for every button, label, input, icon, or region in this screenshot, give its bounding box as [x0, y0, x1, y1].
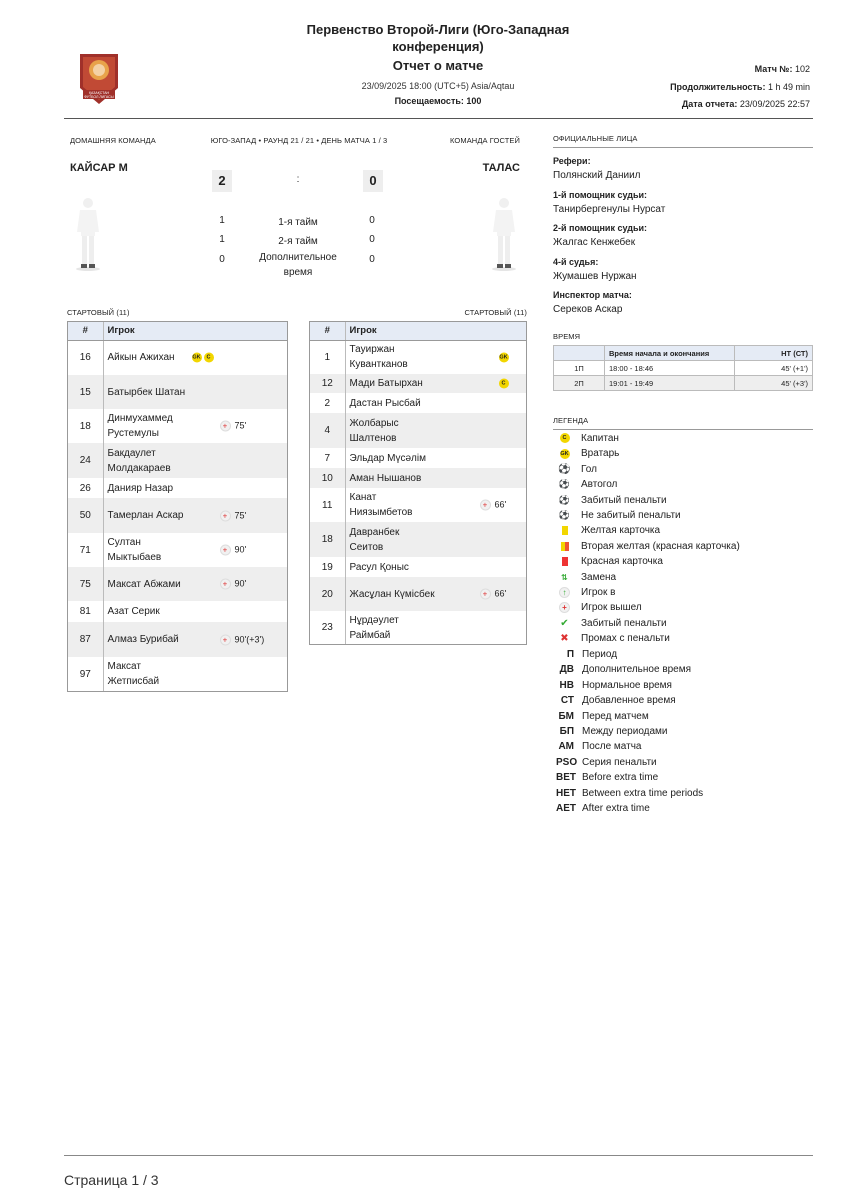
official-name: Сереков Аскар — [553, 304, 623, 315]
table-row — [68, 498, 287, 533]
legend-abbr: НВ — [559, 679, 574, 691]
table-row — [310, 611, 526, 644]
away-col-num: # — [310, 322, 345, 340]
official-name: Жалгас Кенжебек — [553, 237, 636, 248]
player-name: Нұрдәулет Раймбай — [349, 614, 399, 641]
time-period: 1П — [554, 361, 605, 376]
legend-divider — [553, 429, 813, 430]
player-number: 26 — [68, 478, 103, 498]
time-row — [554, 376, 813, 391]
away-team-label: КОМАНДА ГОСТЕЙ — [450, 136, 520, 145]
substitution-event — [220, 577, 247, 592]
legend-label: Не забитый пенальти — [581, 510, 681, 521]
player-out-icon: + — [480, 589, 491, 600]
time-title: ВРЕМЯ — [553, 332, 581, 341]
red-card-icon — [556, 554, 573, 569]
penalty-missed-icon: ⚽ — [558, 510, 571, 520]
legend-abbr-item — [556, 801, 650, 816]
table-row — [68, 533, 287, 567]
legend-label: Серия пенальти — [582, 756, 657, 768]
yellow-card-icon — [556, 523, 573, 538]
legend-item — [556, 431, 619, 446]
player-in-icon: ↑ — [556, 585, 573, 600]
legend-abbr-item — [556, 678, 672, 693]
substitution-minute: 90' — [234, 544, 247, 555]
player-name: Азат Серик — [107, 606, 160, 617]
shootout-scored-icon: ✔ — [560, 617, 569, 629]
player-badges — [499, 350, 511, 365]
official-role: 4-й судья: — [553, 256, 599, 267]
duration-value: 1 h 49 min — [767, 82, 810, 92]
shootout-missed-icon: ✖ — [560, 633, 569, 645]
legend-abbr: AET — [556, 803, 576, 814]
home-score: 2 — [212, 170, 232, 192]
legend-title: ЛЕГЕНДА — [553, 416, 589, 425]
player-out-icon: + — [220, 579, 231, 590]
legend-abbr: БМ — [558, 710, 574, 722]
legend-item — [556, 570, 616, 585]
match-duration — [670, 82, 810, 92]
legend-label: Капитан — [581, 433, 619, 444]
legend-abbr-item — [556, 755, 657, 770]
report-date — [682, 99, 810, 109]
official-role: 1-й помощник судьи: — [553, 189, 648, 200]
home-col-player: Игрок — [103, 322, 287, 340]
duration-label: Продолжительность: — [670, 82, 766, 92]
legend-label: Добавленное время — [582, 695, 676, 707]
table-row — [310, 468, 526, 488]
player-number: 71 — [68, 533, 103, 567]
legend-label: Игрок в — [581, 587, 616, 598]
time-col-ht: HT (СТ) — [735, 346, 813, 361]
player-number: 7 — [310, 448, 345, 468]
legend-label: Промах с пенальти — [581, 633, 670, 645]
player-name: Дастан Рысбай — [349, 397, 421, 409]
player-name: Султан Мыктыбаев — [107, 537, 162, 563]
second-yellow-icon — [556, 539, 573, 554]
player-out-icon: + — [220, 510, 231, 521]
table-row — [310, 374, 526, 393]
officials-divider — [553, 147, 813, 148]
table-row — [68, 567, 287, 601]
away-lineup-table — [309, 321, 527, 645]
time-row — [554, 361, 813, 376]
penalty-scored-icon: ⚽ — [558, 494, 571, 505]
player-number: 24 — [68, 443, 103, 478]
table-row — [68, 409, 287, 443]
legend-label: Замена — [581, 571, 617, 583]
legend-abbr: ДВ — [559, 664, 574, 676]
legend-label: Нормальное время — [582, 679, 672, 691]
table-row — [68, 601, 287, 622]
time-col-range: Время начала и окончания — [605, 346, 735, 361]
legend-label: Вторая желтая (красная карточка) — [581, 540, 740, 552]
legend-label: После матча — [582, 741, 642, 753]
table-row — [68, 622, 287, 657]
legend-label: Before extra time — [582, 772, 659, 784]
legend-label: Дополнительное время — [582, 664, 692, 676]
legend-label: Перед матчем — [582, 710, 649, 722]
substitution-minute: 90'(+3') — [234, 634, 265, 644]
player-number: 81 — [68, 601, 103, 622]
player-name: Жасұлан Күмісбек — [349, 588, 435, 600]
period-label: 2-я тайм — [278, 236, 318, 247]
legend-item — [556, 477, 617, 492]
player-badges — [192, 350, 216, 365]
logo-text-line1: ҚАЗАҚСТАН — [88, 91, 110, 95]
player-name: Данияр Назар — [107, 482, 174, 494]
away-team-name: ТАЛАС — [482, 162, 520, 174]
official-role: 2-й помощник судьи: — [553, 223, 648, 233]
official-name: Танирбергенулы Нурсат — [553, 203, 666, 215]
player-name: Бакдаулет Молдакараев — [107, 447, 171, 474]
legend-item — [556, 554, 663, 569]
legend-abbr: АМ — [558, 741, 574, 753]
legend-label: Вратарь — [581, 448, 620, 460]
player-number: 16 — [68, 340, 103, 375]
attendance — [290, 96, 586, 106]
player-number: 97 — [68, 657, 103, 691]
home-kit-icon — [73, 196, 103, 270]
goal-icon: ⚽ — [558, 463, 571, 475]
legend-item — [556, 631, 670, 646]
legend-item — [556, 600, 642, 615]
legend-abbr: BET — [556, 772, 576, 784]
player-out-icon: + — [556, 600, 573, 615]
time-range: 19:01 - 19:49 — [605, 376, 735, 391]
period-home-score: 1 — [219, 215, 225, 226]
report-subtitle: Отчет о матче — [392, 58, 484, 73]
legend-label: Забитый пенальти — [581, 617, 667, 629]
away-col-player: Игрок — [345, 322, 526, 340]
table-row — [310, 413, 526, 448]
player-name: Динмухаммед Рустемулы — [107, 413, 173, 439]
substitution-event — [220, 543, 247, 558]
player-name: Батырбек Шатан — [107, 386, 186, 398]
substitution-event — [220, 508, 247, 523]
legend-item — [556, 446, 619, 461]
substitution-minute: 75' — [234, 510, 247, 520]
legend-item — [556, 493, 667, 508]
player-out-icon: + — [480, 500, 491, 511]
table-row — [310, 577, 526, 611]
legend-abbr: БП — [559, 726, 574, 737]
substitution-event — [220, 419, 247, 434]
goalkeeper-icon: GK — [560, 450, 569, 457]
legend-abbr-item — [556, 786, 703, 801]
player-number: 15 — [68, 375, 103, 409]
period-label: Дополнительное время — [259, 252, 337, 278]
footer-divider — [64, 1155, 813, 1156]
legend-label: Between extra time periods — [582, 787, 704, 799]
player-number: 75 — [68, 567, 103, 601]
substitution-minute: 75' — [234, 420, 247, 431]
table-row — [310, 522, 526, 557]
player-name: Алмаз Бурибай — [107, 634, 179, 645]
period-home-score: 0 — [219, 254, 225, 265]
away-lineup-title: СТАРТОВЫЙ (11) — [464, 308, 527, 317]
legend-item — [556, 539, 740, 554]
official-name: Полянский Даниил — [553, 170, 641, 181]
player-name: Расул Қоныс — [349, 561, 409, 573]
table-row — [310, 393, 526, 413]
player-name: Максат Жетписбай — [107, 661, 160, 687]
home-col-num: # — [68, 322, 103, 340]
table-row — [310, 488, 526, 522]
substitution-minute: 66' — [494, 499, 507, 510]
page-number: Страница 1 / 3 — [64, 1172, 159, 1188]
match-number-value: 102 — [794, 64, 810, 74]
player-badges — [499, 376, 511, 391]
home-team-name: КАЙСАР М — [70, 162, 128, 174]
match-number-label: Матч №: — [754, 64, 793, 74]
player-number: 10 — [310, 468, 345, 488]
player-name: Айкын Ажихан — [107, 352, 175, 364]
player-name: Канат Ниязымбетов — [349, 492, 413, 518]
score-separator: : — [296, 174, 300, 185]
table-row — [310, 557, 526, 577]
legend-abbr-item — [556, 770, 658, 785]
legend-abbr: PSO — [556, 756, 578, 768]
officials-title: ОФИЦИАЛЬНЫЕ ЛИЦА — [553, 134, 638, 143]
report-date-value: 23/09/2025 22:57 — [739, 99, 810, 109]
player-name: Максат Абжами — [107, 578, 181, 590]
period-away-score: 0 — [369, 254, 375, 265]
legend-label: Гол — [581, 463, 597, 475]
legend-abbr: П — [566, 649, 574, 660]
league-logo — [76, 52, 122, 106]
legend-label: Игрок вышел — [581, 602, 642, 614]
legend-label: Период — [582, 649, 618, 660]
player-name: Давранбек Сеитов — [349, 526, 400, 553]
match-datetime: 23/09/2025 18:00 (UTC+5) Asia/Aqtau — [361, 81, 515, 91]
table-row — [68, 375, 287, 409]
time-ht: 45' (+1') — [735, 361, 813, 376]
time-col-period — [554, 346, 605, 361]
player-number: 12 — [310, 374, 345, 393]
period-away-score: 0 — [369, 215, 375, 226]
official-role: Инспектор матча: — [553, 290, 632, 300]
substitution-event — [480, 498, 507, 513]
round-info: ЮГО-ЗАПАД • РАУНД 21 / 21 • ДЕНЬ МАТЧА 1 / 3 — [210, 136, 388, 145]
legend-abbr-item — [556, 739, 642, 754]
legend-abbr-item — [556, 662, 691, 677]
period-label: 1-я тайм — [278, 217, 318, 228]
official-name: Жумашев Нуржан — [553, 270, 637, 282]
table-row — [310, 340, 526, 374]
table-row — [68, 478, 287, 498]
player-name: Аман Нышанов — [349, 472, 422, 484]
player-number: 50 — [68, 498, 103, 533]
home-lineup-table — [67, 321, 288, 692]
header-divider — [64, 118, 813, 119]
time-period: 2П — [554, 376, 605, 391]
table-row — [68, 443, 287, 478]
table-row — [310, 448, 526, 468]
legend-abbr-item — [556, 724, 668, 739]
match-number — [755, 64, 810, 74]
captain-icon: C — [556, 431, 573, 446]
goalkeeper-badge-icon: GK — [499, 354, 508, 361]
substitution-minute: 90' — [234, 578, 247, 589]
report-date-label: Дата отчета: — [681, 99, 738, 109]
table-row — [68, 340, 287, 375]
player-number: 23 — [310, 611, 345, 644]
legend-label: After extra time — [582, 803, 650, 814]
legend-item — [556, 462, 597, 477]
player-name: Эльдар Мүсәлім — [349, 452, 426, 464]
legend-label: Автогол — [581, 479, 618, 491]
legend-label: Желтая карточка — [581, 525, 661, 537]
time-range: 18:00 - 18:46 — [605, 361, 735, 376]
player-number: 20 — [310, 577, 345, 611]
player-number: 19 — [310, 557, 345, 577]
substitution-event — [480, 587, 507, 602]
player-name: Тамерлан Аскар — [107, 510, 184, 521]
player-number: 2 — [310, 393, 345, 413]
report-title: Первенство Второй-Лиги (Юго-Западная конференция) — [306, 22, 570, 54]
player-number: 87 — [68, 622, 103, 657]
legend-abbr-item — [556, 647, 617, 662]
legend-item — [556, 523, 660, 538]
captain-badge-icon: C — [499, 378, 509, 388]
player-out-icon: + — [220, 545, 231, 556]
player-name: Тауиржан Кувантканов — [349, 344, 408, 371]
player-name: Жолбарыс Шалтенов — [349, 417, 399, 444]
legend-item — [556, 585, 615, 600]
logo-text-line2: ФУТБОЛ ЛИГАСЫ — [84, 95, 114, 99]
legend-abbr: HET — [556, 787, 576, 799]
period-home-score: 1 — [219, 234, 225, 245]
player-out-icon: + — [220, 421, 231, 432]
player-number: 18 — [68, 409, 103, 443]
attendance-label: Посещаемость: — [394, 96, 464, 106]
table-row — [68, 657, 287, 691]
captain-badge-icon: C — [204, 353, 214, 363]
substitution-event — [220, 632, 265, 647]
period-away-score: 0 — [369, 234, 375, 245]
player-number: 4 — [310, 413, 345, 448]
player-name: Мади Батырхан — [349, 378, 423, 389]
substitution-minute: 66' — [494, 588, 507, 599]
legend-item — [556, 508, 681, 523]
substitution-icon: ⇅ — [561, 572, 568, 582]
time-ht: 45' (+3') — [735, 376, 813, 391]
time-table — [553, 345, 813, 391]
legend-abbr-item — [556, 709, 649, 724]
legend-abbr-item — [556, 693, 676, 708]
legend-label: Красная карточка — [581, 556, 663, 568]
attendance-value: 100 — [466, 96, 482, 106]
logo-text — [76, 91, 122, 99]
legend-label: Между периодами — [582, 726, 668, 737]
legend-abbr: СТ — [560, 695, 574, 707]
player-out-icon: + — [220, 634, 231, 645]
away-score: 0 — [363, 170, 383, 192]
legend-item — [556, 616, 667, 631]
player-number: 11 — [310, 488, 345, 522]
player-number: 1 — [310, 340, 345, 374]
player-number: 18 — [310, 522, 345, 557]
goalkeeper-badge-icon: GK — [192, 354, 201, 361]
legend-label: Забитый пенальти — [581, 494, 667, 506]
own-goal-icon: ⚽ — [558, 479, 571, 490]
home-team-label: ДОМАШНЯЯ КОМАНДА — [70, 136, 156, 145]
away-kit-icon — [489, 196, 519, 270]
home-lineup-title: СТАРТОВЫЙ (11) — [67, 308, 130, 317]
official-role: Рефери: — [553, 156, 591, 166]
